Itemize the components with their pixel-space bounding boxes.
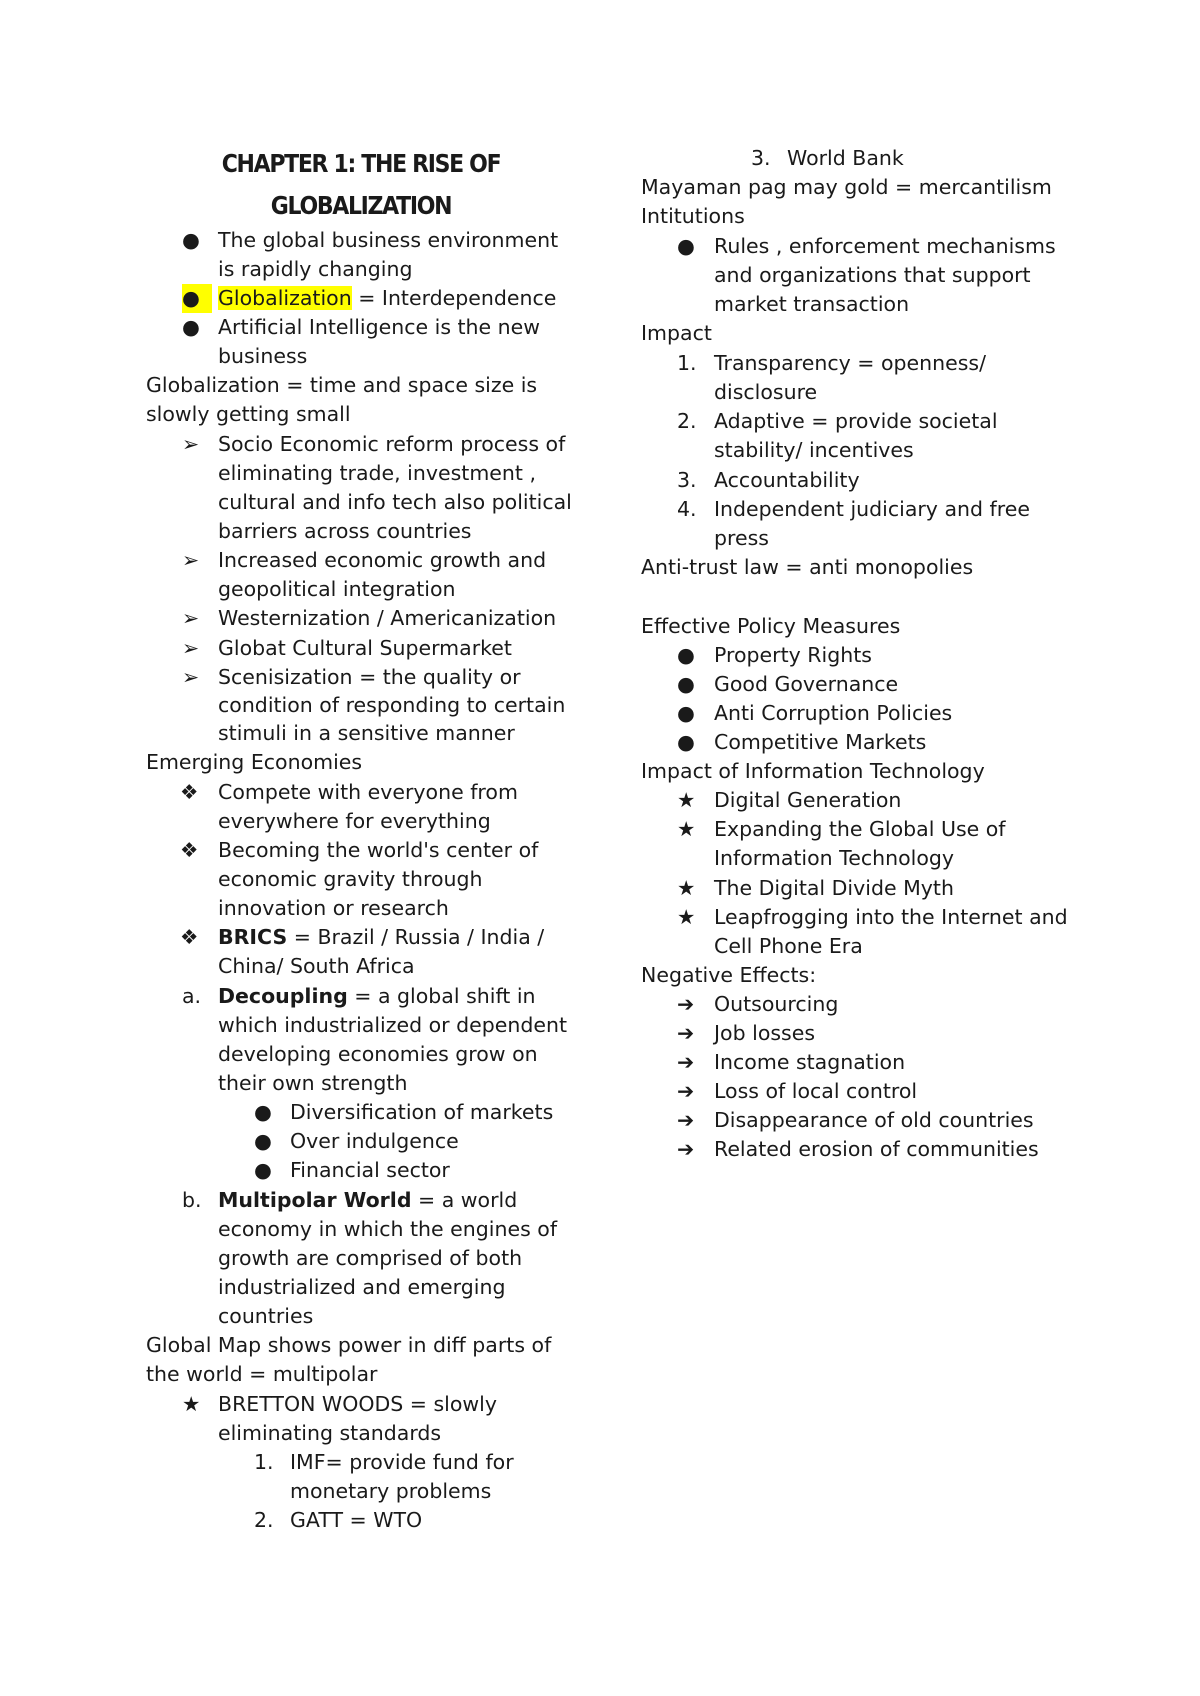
text-line: their own strength: [218, 1071, 408, 1095]
arrow-right-icon: ➔: [677, 1108, 695, 1132]
section-heading: Impact of Information Technology: [641, 759, 985, 783]
text-line: barriers across countries: [218, 519, 472, 543]
bullet-icon: ●: [677, 672, 695, 696]
chapter-title-line-2: GLOBALIZATION: [270, 191, 452, 220]
arrow-right-icon: ➔: [677, 1137, 695, 1161]
text-line: market transaction: [714, 292, 910, 316]
section-heading: Impact: [641, 321, 712, 345]
paragraph-line: Global Map shows power in diff parts of: [146, 1333, 552, 1357]
list-number: 3.: [677, 468, 697, 492]
arrowhead-icon: ➢: [182, 665, 200, 689]
paragraph-line: Globalization = time and space size is: [146, 373, 538, 397]
section-heading: Negative Effects:: [641, 963, 817, 987]
diamond-icon: ❖: [180, 838, 199, 862]
arrow-right-icon: ➔: [677, 992, 695, 1016]
star-icon: ★: [677, 876, 696, 900]
arrowhead-icon: ➢: [182, 606, 200, 630]
arrow-right-icon: ➔: [677, 1021, 695, 1045]
bold-term: Multipolar World: [218, 1188, 412, 1212]
bold-term: Decoupling: [218, 984, 348, 1008]
bullet-icon: ●: [254, 1129, 272, 1153]
list-number: 2.: [677, 409, 697, 433]
chapter-title-line-1: CHAPTER 1: THE RISE OF: [221, 149, 501, 178]
text-line: Cell Phone Era: [714, 934, 863, 958]
section-heading: Emerging Economies: [146, 750, 363, 774]
star-icon: ★: [182, 1392, 201, 1416]
paragraph-line: Mayaman pag may gold = mercantilism: [641, 175, 1052, 199]
bullet-icon: ●: [677, 730, 695, 754]
bold-term: BRICS: [218, 925, 288, 949]
bullet-icon: ●: [254, 1158, 272, 1182]
list-number: 1.: [677, 351, 697, 375]
star-icon: ★: [677, 817, 696, 841]
text-line: monetary problems: [290, 1479, 492, 1503]
paragraph-line: Anti-trust law = anti monopolies: [641, 555, 974, 579]
arrowhead-icon: ➢: [182, 548, 200, 572]
bullet-icon: ●: [677, 234, 695, 258]
text-line: industrialized and emerging: [218, 1275, 506, 1299]
text-line: everywhere for everything: [218, 809, 491, 833]
bullet-icon: ●: [677, 701, 695, 725]
list-number: 3.: [751, 146, 771, 170]
text-line: and organizations that support: [714, 263, 1031, 287]
text-line: growth are comprised of both: [218, 1246, 523, 1270]
diamond-icon: ❖: [180, 925, 199, 949]
section-heading: Intitutions: [641, 204, 745, 228]
bullet-icon: ●: [677, 643, 695, 667]
text-line: innovation or research: [218, 896, 449, 920]
paragraph-line: slowly getting small: [146, 402, 351, 426]
text-line: geopolitical integration: [218, 577, 456, 601]
list-number: 1.: [254, 1450, 274, 1474]
arrow-right-icon: ➔: [677, 1050, 695, 1074]
text-line: China/ South Africa: [218, 954, 415, 978]
list-number: 4.: [677, 497, 697, 521]
arrow-right-icon: ➔: [677, 1079, 695, 1103]
text-line: is rapidly changing: [218, 257, 413, 281]
text-line: stability/ incentives: [714, 438, 914, 462]
arrowhead-icon: ➢: [182, 636, 200, 660]
bullet-icon: ●: [254, 1100, 272, 1124]
list-number: 2.: [254, 1508, 274, 1532]
text-line: developing economies grow on: [218, 1042, 538, 1066]
arrowhead-icon: ➢: [182, 432, 200, 456]
text-line: cultural and info tech also political: [218, 490, 572, 514]
text-line: condition of responding to certain: [218, 693, 566, 717]
bullet-icon: ●: [182, 315, 200, 339]
bullet-icon: ●: [182, 284, 212, 313]
text-line: disclosure: [714, 380, 818, 404]
text-line: countries: [218, 1304, 314, 1328]
highlighted-text: Globalization: [218, 286, 352, 310]
bullet-icon: ●: [182, 228, 200, 252]
text-line: stimuli in a sensitive manner: [218, 721, 515, 745]
text-line: business: [218, 344, 308, 368]
star-icon: ★: [677, 905, 696, 929]
list-letter: a.: [182, 984, 202, 1008]
text-line: economy in which the engines of: [218, 1217, 558, 1241]
paragraph-line: the world = multipolar: [146, 1362, 378, 1386]
text-line: eliminating trade, investment ,: [218, 461, 536, 485]
text-line: economic gravity through: [218, 867, 483, 891]
text-line: Information Technology: [714, 846, 955, 870]
list-letter: b.: [182, 1188, 202, 1212]
text-line: eliminating standards: [218, 1421, 442, 1445]
text-line: press: [714, 526, 769, 550]
star-icon: ★: [677, 788, 696, 812]
diamond-icon: ❖: [180, 780, 199, 804]
text-line: which industrialized or dependent: [218, 1013, 568, 1037]
section-heading: Effective Policy Measures: [641, 614, 901, 638]
